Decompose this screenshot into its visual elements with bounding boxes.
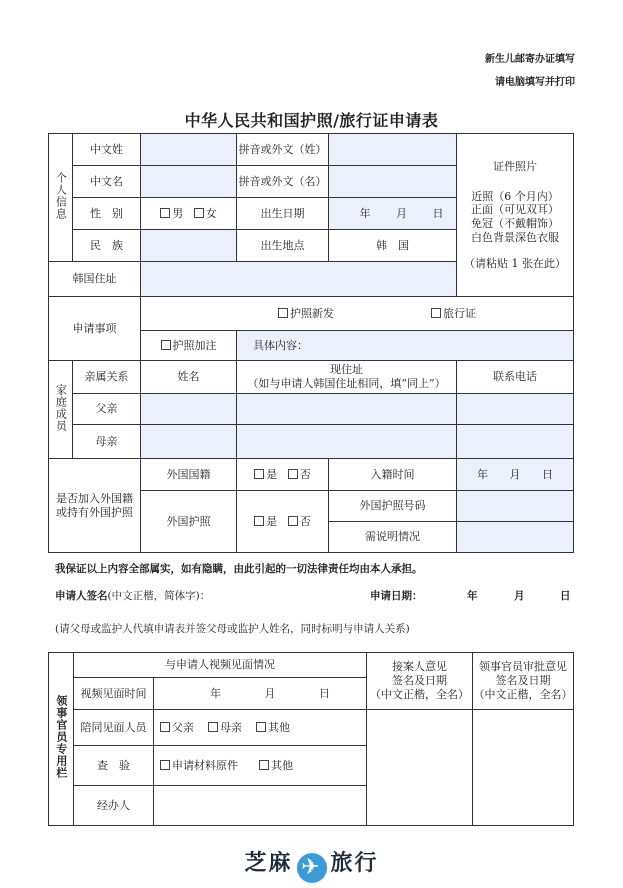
mother-address-field[interactable] bbox=[237, 425, 457, 459]
label-foreign-passport: 外国护照 bbox=[141, 491, 237, 553]
label-handler: 经办人 bbox=[74, 786, 154, 826]
female-checkbox[interactable] bbox=[194, 208, 204, 218]
application-date bbox=[370, 588, 570, 603]
receiver-line2: 签名及日期 bbox=[392, 674, 447, 688]
label-foreign-nationality: 外国国籍 bbox=[141, 459, 237, 491]
logo-text-left: 芝麻 bbox=[244, 851, 293, 876]
family-col-relation: 亲属关系 bbox=[73, 361, 141, 394]
label-gender: 性 别 bbox=[73, 198, 141, 230]
receiver-line1: 接案人意见 bbox=[392, 660, 447, 674]
accompany-options bbox=[154, 710, 367, 746]
form-title: 中华人民共和国护照/旅行证申请表 bbox=[184, 111, 439, 130]
family-col-phone: 联系电话 bbox=[457, 361, 574, 394]
nationality-no-label: 否 bbox=[299, 467, 311, 481]
date-label: 申请日期： bbox=[370, 590, 423, 602]
label-mother: 母亲 bbox=[73, 425, 141, 459]
nationality-yes-checkbox[interactable] bbox=[254, 469, 264, 479]
officer-line1: 领事官员审批意见 bbox=[479, 660, 567, 674]
application-form-table bbox=[48, 133, 574, 553]
label-father: 父亲 bbox=[73, 394, 141, 425]
label-foreign-passport-no: 外国护照号码 bbox=[329, 491, 457, 522]
nationality-yes-label: 是 bbox=[266, 467, 278, 481]
year-unit: 年 bbox=[359, 206, 371, 220]
kr-address-field[interactable] bbox=[141, 262, 457, 297]
video-time-field[interactable] bbox=[154, 678, 367, 710]
female-label: 女 bbox=[205, 206, 217, 220]
signature-label: 申请人签名 bbox=[55, 590, 108, 602]
foreign-nationality-options bbox=[237, 459, 329, 491]
day-unit: 日 bbox=[560, 590, 571, 602]
label-birth-date: 出生日期 bbox=[237, 198, 329, 230]
endorse-label: 护照加注 bbox=[172, 338, 217, 352]
photo-req-3: 免冠（不戴帽饰） bbox=[471, 217, 559, 230]
check-options bbox=[154, 746, 367, 786]
officer-header bbox=[473, 653, 574, 710]
label-kr-address: 韩国住址 bbox=[49, 262, 141, 297]
month-unit: 月 bbox=[396, 206, 407, 220]
cn-surname-field[interactable] bbox=[141, 134, 237, 166]
explain-field[interactable] bbox=[457, 522, 574, 553]
accompany-other-label: 其他 bbox=[268, 720, 290, 734]
travel-doc-checkbox[interactable] bbox=[431, 308, 441, 318]
receiver-line3: （中文正楷，全名） bbox=[370, 687, 469, 701]
label-application: 申请事项 bbox=[49, 297, 141, 361]
family-section-label: 家庭成员 bbox=[49, 361, 73, 459]
personal-section-label: 个人信息 bbox=[49, 134, 73, 262]
father-name-field[interactable] bbox=[141, 394, 237, 425]
materials-checkbox[interactable] bbox=[160, 760, 170, 770]
entry-time-field[interactable] bbox=[457, 459, 574, 491]
year-unit: 年 bbox=[467, 590, 478, 602]
male-checkbox[interactable] bbox=[160, 208, 170, 218]
label-ethnicity: 民 族 bbox=[73, 230, 141, 262]
family-col-address bbox=[237, 361, 457, 394]
photo-req-1: 近照（6 个月内） bbox=[471, 189, 559, 203]
video-title: 与申请人视频见面情况 bbox=[74, 653, 367, 678]
day-unit: 日 bbox=[542, 467, 553, 481]
statement: 我保证以上内容全部属实，如有隐瞒，由此引起的一切法律责任均由本人承担。 bbox=[55, 563, 423, 575]
consular-table bbox=[48, 652, 574, 826]
accompany-mother-checkbox[interactable] bbox=[208, 722, 218, 732]
signature-line bbox=[55, 588, 210, 603]
pinyin-given-field[interactable] bbox=[329, 166, 457, 198]
label-birth-place: 出生地点 bbox=[237, 230, 329, 262]
application-options bbox=[141, 297, 574, 331]
label-pinyin-surname: 拼音或外文（姓） bbox=[237, 134, 329, 166]
label-accompany: 陪同见面人员 bbox=[74, 710, 154, 746]
foreign-passport-no-field[interactable] bbox=[457, 491, 574, 522]
check-other-checkbox[interactable] bbox=[259, 760, 269, 770]
label-explain: 需说明情况 bbox=[329, 522, 457, 553]
endorse-option bbox=[141, 331, 237, 361]
brand-logo bbox=[0, 846, 623, 883]
receiver-opinion-field[interactable] bbox=[367, 710, 473, 826]
photo-box bbox=[457, 134, 574, 297]
foreign-label: 是否加入外国籍或持有外国护照 bbox=[49, 459, 141, 553]
birth-date-field[interactable] bbox=[329, 198, 457, 230]
label-video-time: 视频见面时间 bbox=[74, 678, 154, 710]
endorse-content-field[interactable] bbox=[237, 331, 574, 361]
endorse-checkbox[interactable] bbox=[161, 340, 171, 350]
passport-yes-checkbox[interactable] bbox=[254, 516, 264, 526]
nationality-no-checkbox[interactable] bbox=[288, 469, 298, 479]
officer-opinion-field[interactable] bbox=[473, 710, 574, 826]
year-unit: 年 bbox=[210, 686, 221, 700]
month-unit: 月 bbox=[509, 467, 521, 481]
foreign-passport-options bbox=[237, 491, 329, 553]
receiver-header bbox=[367, 653, 473, 710]
handler-field[interactable] bbox=[154, 786, 367, 826]
mother-phone-field[interactable] bbox=[457, 425, 574, 459]
officer-line3: （中文正楷，全名） bbox=[473, 687, 573, 701]
accompany-mother-label: 母亲 bbox=[220, 720, 242, 734]
male-label: 男 bbox=[172, 206, 184, 220]
gender-options bbox=[141, 198, 237, 230]
passport-yes-label: 是 bbox=[266, 514, 278, 528]
materials-label: 申请材料原件 bbox=[172, 758, 238, 772]
month-unit: 月 bbox=[264, 686, 276, 700]
label-cn-given: 中文名 bbox=[73, 166, 141, 198]
father-address-field[interactable] bbox=[237, 394, 457, 425]
endorse-content-label: 具体内容： bbox=[253, 338, 308, 352]
consular-section-label: 领事官员专用栏 bbox=[49, 653, 74, 826]
month-unit: 月 bbox=[514, 590, 525, 602]
photo-req-4: 白色背景深色衣服 bbox=[471, 230, 559, 244]
travel-doc-label: 旅行证 bbox=[443, 306, 476, 320]
photo-req-5: （请粘贴 1 张在此） bbox=[464, 256, 566, 270]
photo-title: 证件照片 bbox=[493, 159, 537, 173]
logo-text-right: 旅行 bbox=[330, 851, 379, 876]
accompany-other-checkbox[interactable] bbox=[256, 722, 266, 732]
label-cn-surname: 中文姓 bbox=[73, 134, 141, 166]
day-unit: 日 bbox=[432, 206, 444, 220]
address-title: 现住址 bbox=[330, 363, 363, 377]
ethnicity-field[interactable] bbox=[141, 230, 237, 262]
family-col-name: 姓名 bbox=[141, 361, 237, 394]
officer-line2: 签名及日期 bbox=[495, 674, 551, 688]
signature-hint: (中文正楷，简体字)： bbox=[107, 590, 211, 602]
day-unit: 日 bbox=[319, 686, 330, 700]
guardian-note: (请父母或监护人代填申请表并签父母或监护人姓名，同时标明与申请人关系) bbox=[55, 623, 410, 635]
father-phone-field[interactable] bbox=[457, 394, 574, 425]
year-unit: 年 bbox=[477, 467, 488, 481]
pinyin-surname-field[interactable] bbox=[329, 134, 457, 166]
new-passport-checkbox[interactable] bbox=[278, 308, 288, 318]
address-note: （如与申请人韩国住址相同，填“同上”） bbox=[247, 377, 446, 390]
plane-icon: ✈ bbox=[297, 853, 327, 883]
passport-no-checkbox[interactable] bbox=[288, 516, 298, 526]
photo-req-2: 正面（可见双耳） bbox=[471, 203, 559, 217]
note-newborn-mail: 新生儿邮寄办证填写 bbox=[485, 54, 575, 65]
note-print: 请电脑填写并打印 bbox=[495, 77, 575, 88]
passport-no-label: 否 bbox=[299, 514, 311, 528]
cn-given-field[interactable] bbox=[141, 166, 237, 198]
label-check: 查 验 bbox=[74, 746, 154, 786]
birth-place-value: 韩 国 bbox=[329, 230, 457, 262]
mother-name-field[interactable] bbox=[141, 425, 237, 459]
check-other-label: 其他 bbox=[270, 758, 293, 772]
label-pinyin-given: 拼音或外文（名） bbox=[237, 166, 329, 198]
accompany-father-label: 父亲 bbox=[172, 720, 194, 734]
accompany-father-checkbox[interactable] bbox=[160, 722, 170, 732]
label-entry-time: 入籍时间 bbox=[329, 459, 457, 491]
new-passport-label: 护照新发 bbox=[290, 306, 334, 320]
